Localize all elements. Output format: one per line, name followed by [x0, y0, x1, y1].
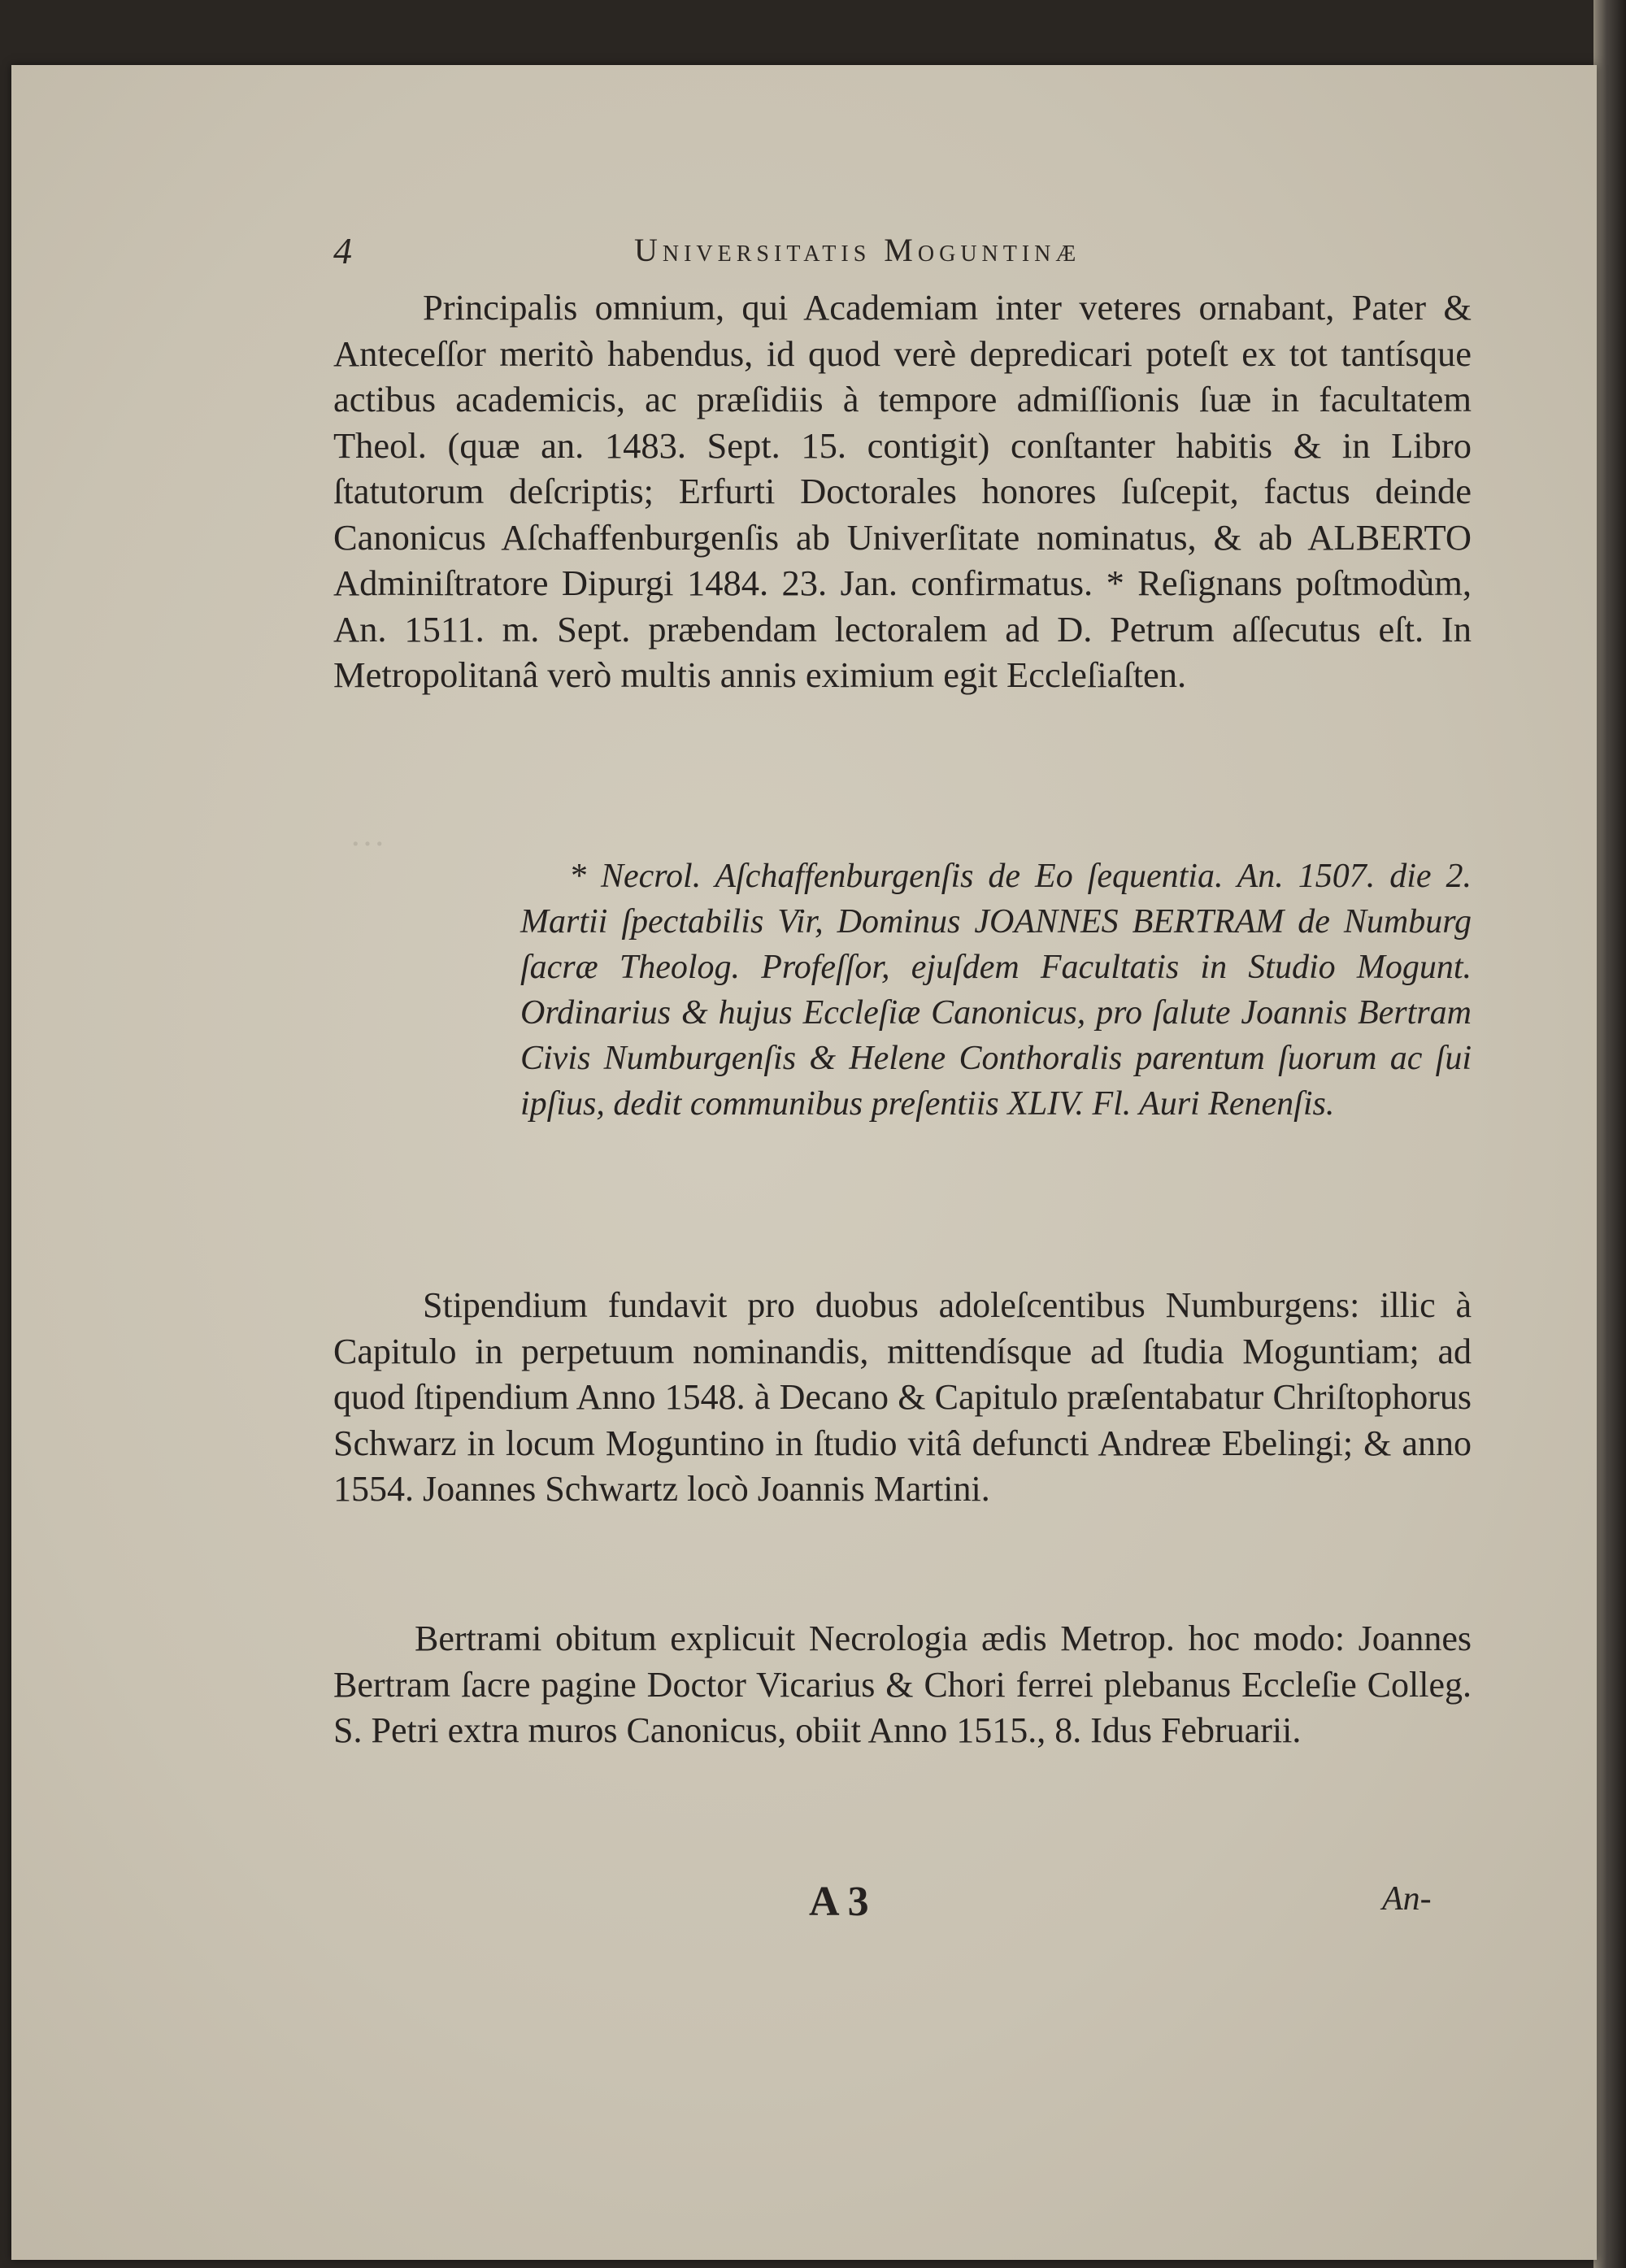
binding-edge [1593, 0, 1626, 2268]
running-title: Universitatis Moguntinæ [634, 232, 1081, 268]
signature-mark: A 3 [809, 1879, 869, 1925]
page-header [325, 228, 1463, 276]
paragraph-obitus: Bertrami obitum explicuit Necrologia ædis Metrop. hoc modo: Joannes Bertram ſacre pagine Doctor Vicarius & Chori ferrei plebanus Eccleſie Colleg. S. Petri extra muros Canonicus, obiit Anno 1515., 8. Idus Februarii. [333, 1618, 1472, 1750]
paragraph-principalis: Principalis omnium, qui Academiam inter veteres ornabant, Pater & Anteceſſor meritò habendus, id quod verè depredicari poteſt ex tot tantísque actibus academicis, ac præſidiis à tempore admiſſionis ſuæ in facultatem Theol. (quæ an. 1483. Sept. 15. contigit) conſtanter habitis & in Libro ſtatutorum deſcriptis; Erfurti Doctorales honores ſuſcepit, factus deinde Canonicus Aſchaffenburgenſis ab Univerſitate nominatus, & ab ALBERTO Adminiſtratore Dipurgi 1484. 23. Jan. confirmatus. * Reſignans poſtmodùm, An. 1511. m. Sept. præbendam lectoralem ad D. Petrum aſſecutus eſt. In Metropolitanâ verò multis annis eximium egit Eccleſiaſten. [333, 287, 1472, 695]
paragraph-stipendium: Stipendium fundavit pro duobus adoleſcentibus Numburgens: illic à Capitulo in perpetuum nominandis, mittendísque ad ſtudia Moguntiam; ad quod ſtipendium Anno 1548. à Decano & Capitulo præſentabatur Chriſtophorus Schwarz in locum Moguntino in ſtudio vitâ defuncti Andreæ Ebelingi; & anno 1554. Joannes Schwartz locò Joannis Martini. [333, 1285, 1472, 1509]
catchword: An- [1382, 1880, 1432, 1918]
page-number: 4 [333, 230, 352, 272]
footnote-necrology: * Necrol. Aſchaffenburgenſis de Eo ſequentia. An. 1507. die 2. Martii ſpectabilis Vir, Dominus JOANNES BERTRAM de Numburg ſacræ Theolog. Profeſſor, ejuſdem Facultatis in Studio Mogunt. Ordinarius & hujus Eccleſiæ Canonicus, pro ſalute Joannis Bertram Civis Numburgenſis & Helene Conthoralis parentum ſuorum ac ſui ipſius, dedit communibus preſentiis XLIV. Fl. Auri Renenſis. [520, 858, 1472, 1123]
bleed-through-text: … [350, 814, 385, 854]
